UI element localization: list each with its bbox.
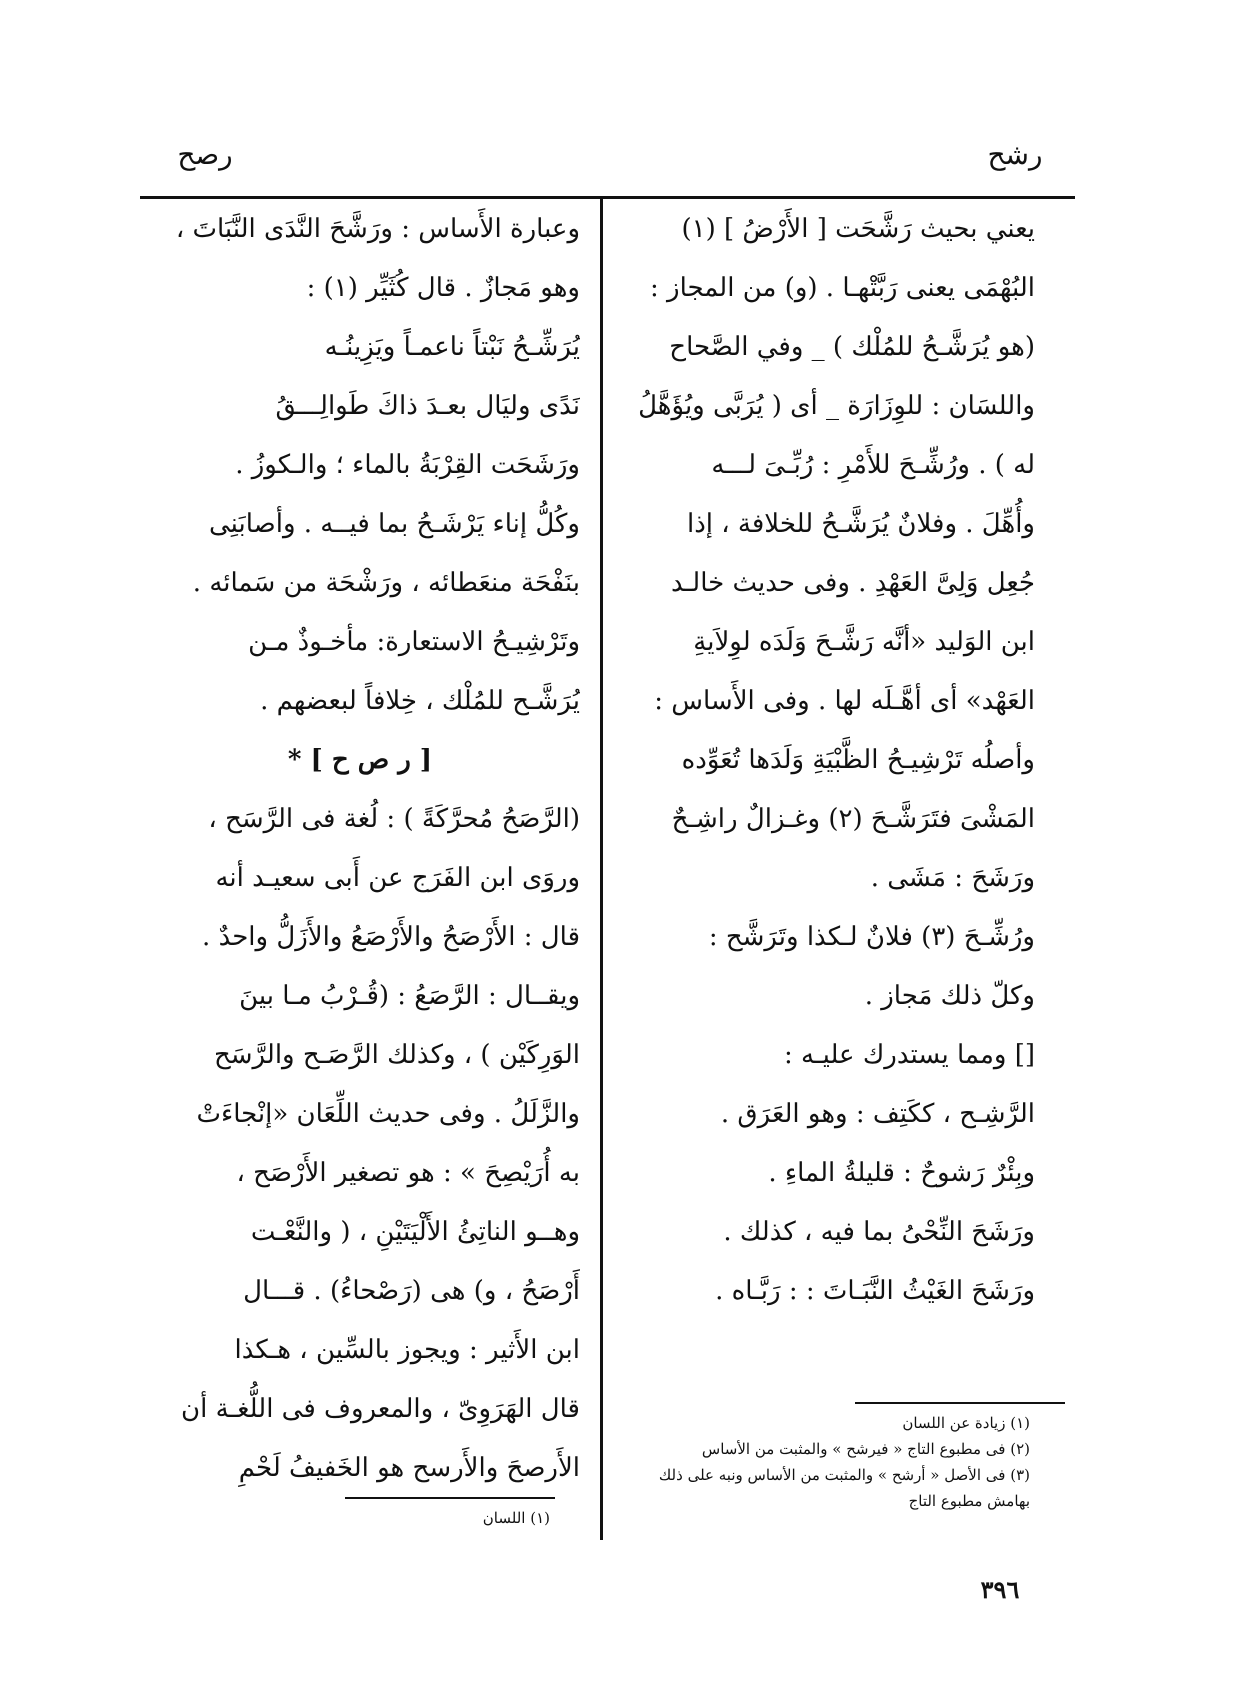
text-line: أَرْصَحُ ، و) هى (رَصْحاءُ) . قـــال xyxy=(243,1276,580,1306)
footnote: (٣) فى الأصل « أرشح » والمثبت من الأساس ونبه على ذلك xyxy=(658,1466,1030,1484)
text-line: ورَشَحَت القِرْبَةُ بالماء ؛ والـكوزُ . xyxy=(235,450,580,480)
text-line: العَهْد» أى أهَّـلَه لها . وفى الأَساس : xyxy=(654,686,1035,716)
text-line: وروَى ابن الفَرَج عن أَبى سعيـد أنه xyxy=(215,863,580,893)
text-line: [] ومما يستدرك عليـه : xyxy=(784,1040,1035,1070)
text-line: يُرَشَّـح للمُلْك ، خِلافاً لبعضهم . xyxy=(260,686,580,716)
text-line: ابن الأَثير : ويجوز بالسِّين ، هـكذا xyxy=(234,1335,580,1365)
footnote: (١) اللسان xyxy=(482,1509,550,1527)
text-line: وهو مَجازٌ . قال كُثَيِّر (١) : xyxy=(306,273,580,303)
text-line: وأصلُه تَرْشِيـحُ الظَّبْيَةِ وَلَدَها تُعَوِّده xyxy=(681,745,1035,775)
footnote: بهامش مطبوع التاج xyxy=(908,1492,1030,1510)
verse-line: يُرَشِّـحُ نَبْتاً ناعمـاً ويَزِينُـه xyxy=(324,332,580,362)
page-number: ٣٩٦ xyxy=(980,1575,1020,1604)
text-line: ويقــال : الرَّصَعُ : (قُـرْبُ مـا بينَ xyxy=(239,981,580,1011)
text-line: وأُهِّلَ . وفلانٌ يُرَشَّـحُ للخلافة ، إذا xyxy=(686,509,1035,539)
verse-line: نَدًى وليَال بعـدَ ذاكَ طَوالِـــقُ xyxy=(275,391,580,421)
text-line: وبِئْرٌ رَشوحٌ : قليلةُ الماءِ . xyxy=(768,1158,1035,1188)
text-line: المَشْىَ فتَرَشَّـحَ (٢) وغـزالٌ راشِـحٌ xyxy=(671,804,1035,834)
right-column xyxy=(620,200,1035,1321)
text-line: ورَشَحَ النِّحْىُ بما فيه ، كذلك . xyxy=(723,1217,1035,1247)
text-line: (الرَّصَحُ مُحرَّكَةً ) : لُغة فى الرَّسَح ، xyxy=(208,804,580,834)
entry-heading: [ ر ص ح ] * xyxy=(287,745,433,775)
text-line: به أُرَيْصِحَ » : هو تصغير الأَرْصَح ، xyxy=(236,1158,580,1188)
text-line: (هو يُرَشَّـحُ للمُلْك ) _ وفي الصَّحاح xyxy=(669,332,1035,362)
text-line: الأَرصحَ والأَرسح هو الخَفيفُ لَحْمِ xyxy=(238,1453,580,1483)
text-line: ابن الوَليد «أنَّه رَشَّـحَ وَلَدَه لوِلاَيةِ xyxy=(693,627,1035,657)
text-line: ورَشَحَ الغَيْثُ النَّبَـاتَ : : رَبَّـاه . xyxy=(715,1276,1035,1306)
running-header-right: رشح xyxy=(987,138,1043,171)
text-line: البُهْمَى يعنى رَبَّتْهـا . (و) من المجاز : xyxy=(649,273,1035,303)
footnote: (١) زيادة عن اللسان xyxy=(902,1414,1030,1432)
text-line: له ) . ورُشِّـحَ للأَمْرِ : رُبِّـىَ لـــه xyxy=(711,450,1035,480)
text-line: قال : الأَرْصَحُ والأَرْصَعُ والأَزَلُّ واحدٌ . xyxy=(202,922,580,952)
footnote-rule-left xyxy=(345,1497,555,1499)
text-line: ورُشِّـحَ (٣) فلانٌ لـكذا وتَرَشَّح : xyxy=(708,922,1035,952)
text-line: واللسَان : للوِزَارَة _ أى ( يُرَبَّى ويُؤَهَّلُ xyxy=(638,391,1035,421)
text-line: ورَشَحَ : مَشَى . xyxy=(870,863,1035,893)
footnotes-right xyxy=(620,1410,1030,1514)
text-line: يعني بحيث رَشَّحَت [ الأَرْضُ ] (١) xyxy=(681,214,1035,244)
text-line: الوَرِكَيْن ) ، وكذلك الرَّصَـح والرَّسَح xyxy=(213,1040,580,1070)
running-header-left: رصح xyxy=(177,138,233,171)
text-line: وكلّ ذلك مَجاز . xyxy=(864,981,1035,1011)
text-line: وتَرْشِيـحُ الاستعارة: مأخـوذٌ مـن xyxy=(248,627,580,657)
text-line: جُعِل وَلِىَّ العَهْدِ . وفى حديث خالـد xyxy=(671,568,1035,598)
text-line: الرَّشِـح ، ككَتِف : وهو العَرَق . xyxy=(720,1099,1035,1129)
text-line: وكُلُّ إناء يَرْشَـحُ بما فيــه . وأصابَنِى xyxy=(208,509,580,539)
left-column xyxy=(140,200,580,1498)
text-line: وعبارة الأَساس : ورَشَّحَ النَّدَى النَّبَاتَ ، xyxy=(175,214,580,244)
footnote-rule-right xyxy=(855,1402,1065,1404)
text-line: والزَّلَلُ . وفى حديث اللِّعَان «إنْجاءَتْ xyxy=(196,1099,580,1129)
text-line: قال الهَرَوِىّ ، والمعروف فى اللُّغـة أن xyxy=(180,1394,580,1424)
footnote: (٢) فى مطبوع التاج « فيرشح » والمثبت من الأساس xyxy=(701,1440,1030,1458)
header-rule xyxy=(140,196,1075,199)
text-line: بنَفْحَة منعَطائه ، ورَشْحَة من سَمائه . xyxy=(192,568,580,598)
text-line: وهــو الناتِئُ الأَلْيَتَيْنِ ، ( والنَّعْـت xyxy=(250,1217,580,1247)
footnotes-left xyxy=(345,1505,550,1531)
column-divider xyxy=(600,198,603,1540)
